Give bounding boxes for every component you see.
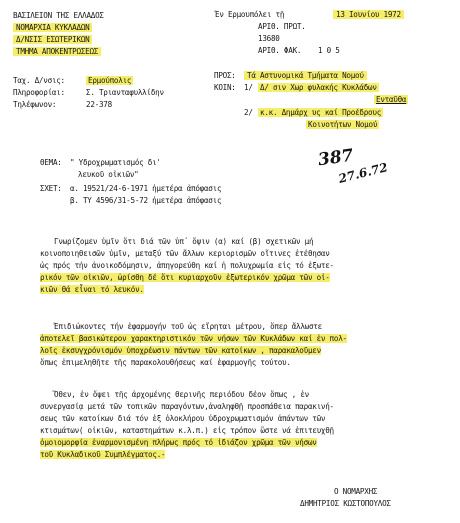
paragraph1-line: ρικόν τῶν οἰκιῶν, ὡρίσθη δέ ὅτι κυριαρχοῦν ἐξωτερικόν χρῶμα τῶν οἰ-: [40, 273, 330, 282]
address-label: Ταχ. Δ/νσις:: [13, 76, 65, 85]
info-label: Πληροφορίαι:: [13, 88, 65, 97]
phone-label: Τηλέφωνον:: [13, 100, 57, 109]
header-prefecture: ΝΟΜΑΡΧΙΑ ΚΥΚΛΑΔΩΝ: [13, 23, 92, 32]
copy2-number: 2/: [244, 108, 253, 117]
phone-value: 22-378: [86, 100, 112, 109]
paragraph3-line: Ὅθεν, ἐν ὄψει τῆς ἀρχομένης θερινῆς περιόδου δέον ὅπως , ἐν: [54, 390, 309, 399]
document-date: 13 Ιουνίου 1972: [333, 10, 404, 19]
file-label: ΑΡΙΘ. ΦΑΚ.: [258, 46, 302, 55]
signature-name: ΔΗΜΗΤΡΙΟΣ ΚΩΣΤΟΠΟΥΛΟΣ: [300, 499, 391, 508]
paragraph1-line: κιῶν θά εἶναι τό λευκόν.: [40, 285, 144, 294]
address-value: Ερμούπολις: [88, 76, 132, 85]
paragraph3-line: συνεργασίᾳ μετά τῶν τοπικῶν παραγόντων,ἀναληφθῇ προσπάθεια παρακινή-: [40, 402, 334, 411]
copy-label: ΚΟΙΝ:: [214, 83, 236, 92]
copy2-extra: Κοινοτήτων Νομού: [308, 120, 378, 129]
paragraph1-line: ὡς πρός τήν ἀνοικοδόμησιν, ἀπηγορεύθη καί ἡ πολυχρωμία εἰς τό ἐξωτε-: [40, 261, 334, 270]
protocol-value: 13680: [258, 34, 280, 43]
protocol-label: ΑΡΙΘ. ΠΡΩΤ.: [258, 22, 306, 31]
reference-b: β. ΤΥ 4596/31-5-72 ἡμετέρα ἀπόφασις: [70, 196, 222, 205]
copy2-value: κ.κ. Δημάρχ υς καί Προέδρους: [260, 108, 382, 117]
paragraph2-line: ὅπως ἐπιμεληθῆτε τῆς παρακολουθήσεως καί ἐφαρμογῆς τούτου.: [40, 358, 291, 367]
place-date-prefix: Έν Ερμουπόλει τῇ: [215, 10, 285, 19]
paragraph3-line: σεως τῶν κατοίκων διά τόν ἐξ ὁλοκλήρου ὑδροχρωματισμόν ἁπάντων τῶν: [40, 414, 326, 423]
recipient-value: Τά Αστυνομικά Τμήματα Νομού: [244, 71, 367, 80]
subject-line1: " Υδροχρωματισμός δι': [70, 158, 161, 167]
references-label: ΣΧΕΤ:: [40, 184, 62, 193]
paragraph3-line: ὁμοιομορφία ἐναρμονισμένη πλήρως πρός τό ἰδιάζον χρῶμα τῶν νήσων: [40, 438, 317, 447]
copy1-number: 1/: [244, 83, 253, 92]
subject-line2: λευκοῦ οἰκιῶν": [78, 170, 139, 179]
paragraph2-line: ἀποτελεῖ βασικώτερον χαρακτηριστικόν τῶν νήσων τῶν Κυκλάδων καί ἐν πολ-: [40, 334, 347, 343]
handwritten-date: 27.6.72: [337, 160, 390, 186]
paragraph2-line: λοῖς ἐκσυγχρόνισμόν ὑποχρέωσιν πάντων τῶν κατοίκων , παρακαλοῦμεν: [40, 346, 321, 355]
handwritten-number: 387: [316, 145, 355, 171]
reference-a: α. 19521/24-6-1971 ἡμετέρα ἀπόφασις: [70, 184, 222, 193]
copy1-value: Δ/ σιν Χωρ φυλακής Κυκλάδων: [260, 83, 377, 92]
paragraph1-line: Γνωρίζομεν ὑμῖν ὅτι διά τῶν ὑπ΄ ὄψιν (α) καί (β) σχετικῶν μή: [54, 237, 314, 246]
header-department: ΤΜΗΜΑ ΑΠΟΚΕΝΤΡΩΣΕΩΣ: [13, 47, 101, 56]
header-directorate: Δ/ΝΣΙΣ ΕΣΩΤΕΡΙΚΩΝ: [13, 35, 92, 44]
subject-label: ΘΕΜΑ:: [40, 158, 62, 167]
paragraph1-line: κοινοποιηθεισῶν ὑμῖν, μεταξύ τῶν ἄλλων κεριορισμῶν οἵτινες ἐτέθησαν: [40, 249, 330, 258]
file-value: 1 0 5: [318, 46, 340, 55]
header-kingdom: ΒΑΣΙΛΕΙΟΝ ΤΗΣ ΕΛΛΑΔΟΣ: [13, 11, 104, 20]
paragraph3-line: τοῦ Κυκλαδικοῦ Συμπλέγματος.-: [40, 450, 166, 459]
paragraph3-line: κτισμάτων( οἰκιῶν, καταστημάτων κ.λ.π.) εἰς τρόπον ὥστε νά ἐπιτευχθῇ: [40, 426, 334, 435]
copy1-extra: Ενταῦθα: [376, 95, 407, 104]
signature-title: Ο ΝΟΜΑΡΧΗΣ: [334, 487, 378, 496]
recipient-label: ΠΡΟΣ:: [214, 71, 236, 80]
paragraph2-line: Ἐπιδιώκοντες τήν ἐφαρμογήν τοῦ ὡς εἴρηται μέτρου, ὅπερ ἄλλωστε: [54, 322, 322, 331]
info-value: Σ. Τριανταφυλλίδην: [86, 88, 164, 97]
